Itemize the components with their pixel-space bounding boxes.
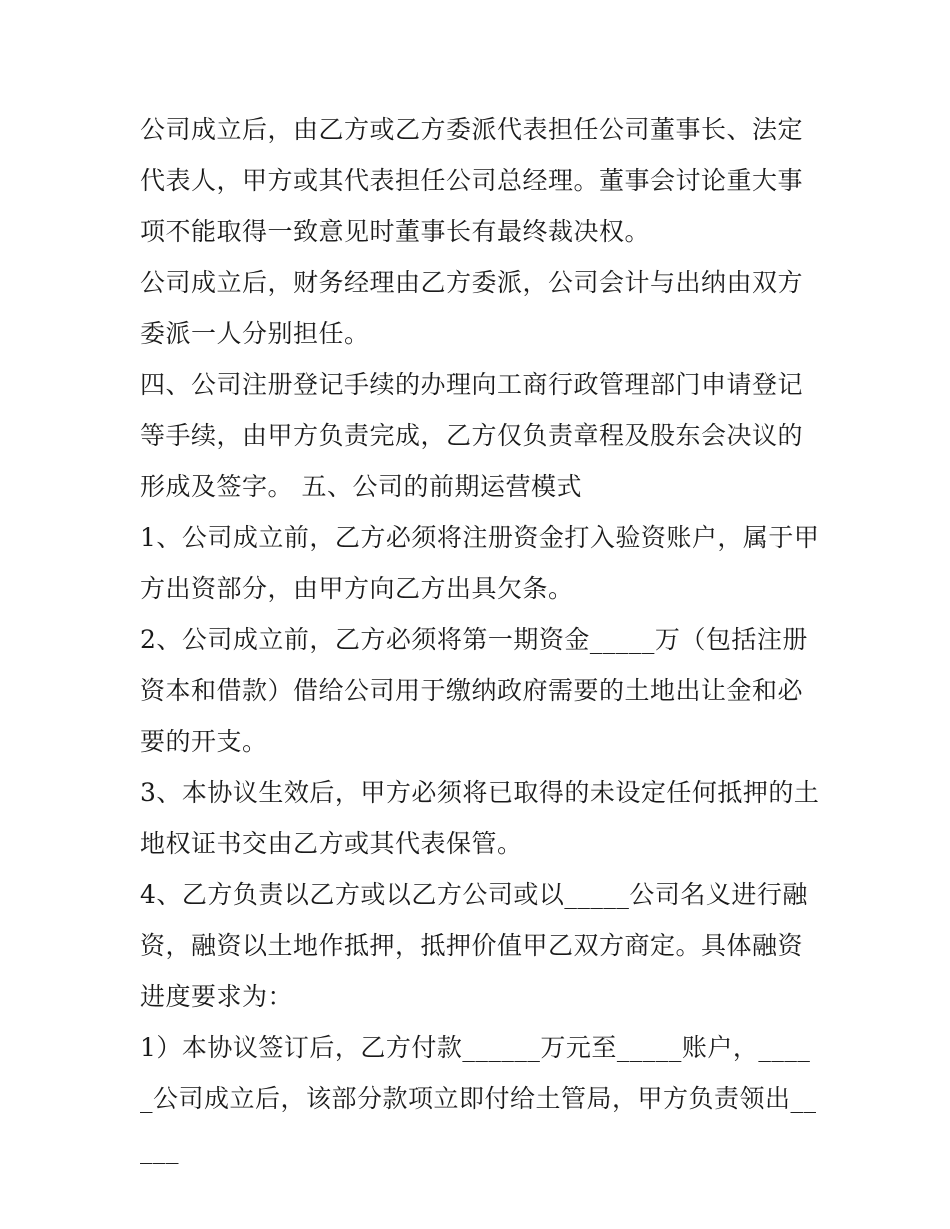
document-body — [140, 104, 820, 1175]
paragraph-subitem-1: 1）本协议签订后，乙方付款______万元至_____账户，_____公司成立后，该部分款项立即付给土管局，甲方负责领出_____ — [140, 1033, 817, 1164]
paragraph-item-1: 1、公司成立前，乙方必须将注册资金打入验资账户，属于甲方出资部分，由甲方向乙方出具欠条。 — [140, 523, 820, 603]
paragraph-finance-manager: 公司成立后，财务经理由乙方委派，公司会计与出纳由双方委派一人分别担任。 — [140, 268, 804, 348]
paragraph-item-4: 4、乙方负责以乙方或以乙方公司或以_____公司名义进行融资，融资以土地作抵押，抵押价值甲乙双方商定。具体融资进度要求为： — [140, 880, 808, 1011]
paragraph-registration-procedures: 四、公司注册登记手续的办理向工商行政管理部门申请登记等手续，由甲方负责完成，乙方仅负责章程及股东会决议的形成及签字。 五、公司的前期运营模式 — [140, 370, 804, 501]
paragraph-item-3: 3、本协议生效后，甲方必须将已取得的未设定任何抵押的土地权证书交由乙方或其代表保管。 — [140, 778, 820, 858]
paragraph-chairman-appointment: 公司成立后，由乙方或乙方委派代表担任公司董事长、法定代表人，甲方或其代表担任公司总经理。董事会讨论重大事项不能取得一致意见时董事长有最终裁决权。 — [140, 115, 804, 246]
paragraph-item-2: 2、公司成立前，乙方必须将第一期资金_____万（包括注册资本和借款）借给公司用于缴纳政府需要的土地出让金和必要的开支。 — [140, 625, 808, 756]
